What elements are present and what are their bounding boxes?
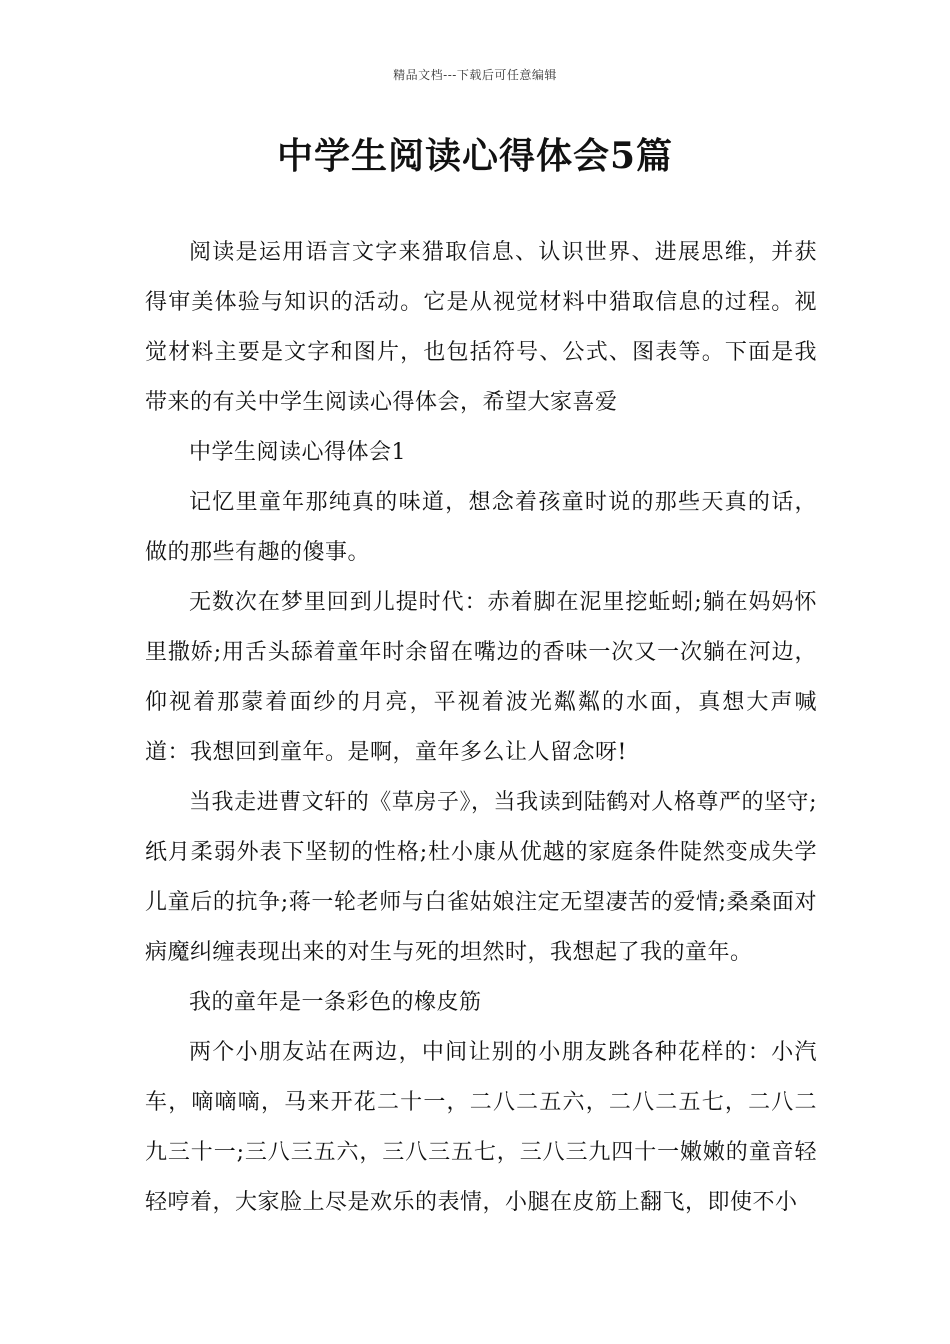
paragraph: 无数次在梦里回到儿提时代：赤着脚在泥里挖蚯蚓;躺在妈妈怀里撒娇;用舌头舔着童年时余留在嘴边的香味一次又一次躺在河边，仰视着那蒙着面纱的月亮，平视着波光粼粼的水面，真想大声喊道：我想回到童年。是啊，童年多么让人留念呀! <box>145 590 817 765</box>
document-title: 中学生阅读心得体会5篇 <box>276 135 674 177</box>
paragraph: 记忆里童年那纯真的味道，想念着孩童时说的那些天真的话，做的那些有趣的傻事。 <box>145 490 817 565</box>
document-body <box>145 228 817 1228</box>
section-heading: 中学生阅读心得体会1 <box>189 440 406 465</box>
paragraph: 当我走进曹文轩的《草房子》，当我读到陆鹤对人格尊严的坚守;纸月柔弱外表下坚韧的性格;杜小康从优越的家庭条件陡然变成失学儿童后的抗争;蒋一轮老师与白雀姑娘注定无望凄苦的爱情;桑桑面对病魔纠缠表现出来的对生与死的坦然时，我想起了我的童年。 <box>145 790 817 965</box>
header-note: 精品文档---下载后可任意编辑 <box>393 68 557 82</box>
paragraph: 两个小朋友站在两边，中间让别的小朋友跳各种花样的：小汽车，嘀嘀嘀，马来开花二十一，二八二五六，二八二五七，二八二九三十一;三八三五六，三八三五七，三八三九四十一嫩嫩的童音轻轻哼着，大家脸上尽是欢乐的表情，小腿在皮筋上翻飞，即使不小 <box>145 1040 817 1215</box>
paragraph-intro: 阅读是运用语言文字来猎取信息、认识世界、进展思维，并获得审美体验与知识的活动。它是从视觉材料中猎取信息的过程。视觉材料主要是文字和图片，也包括符号、公式、图表等。下面是我带来的有关中学生阅读心得体会，希望大家喜爱 <box>145 240 817 415</box>
paragraph-subheading: 我的童年是一条彩色的橡皮筋 <box>189 990 482 1015</box>
